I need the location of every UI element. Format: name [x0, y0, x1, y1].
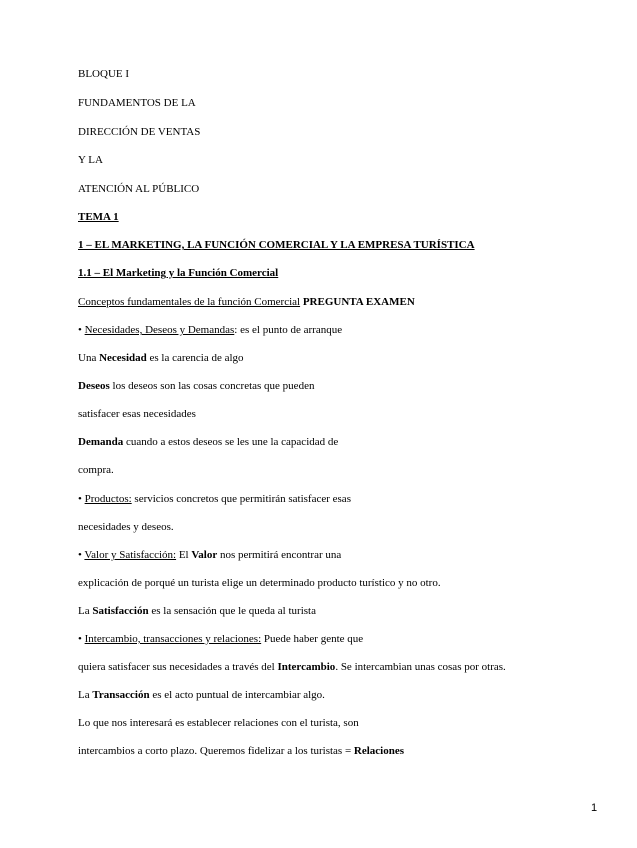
exam-tag: PREGUNTA EXAMEN	[300, 296, 415, 308]
term: Deseos	[78, 380, 110, 392]
item-label: Necesidades, Deseos y Demandas	[84, 324, 235, 336]
title-line-5: ATENCIÓN AL PÚBLICO	[78, 183, 200, 195]
deseos-cont: satisfacer esas necesidades	[78, 408, 196, 420]
bullet-item-needs	[78, 324, 342, 337]
term: Demanda	[78, 436, 124, 448]
products-cont: necesidades y deseos.	[78, 521, 174, 533]
title-line-4: Y LA	[78, 154, 103, 166]
title-line-1: BLOQUE I	[78, 68, 130, 80]
page-number: 1	[591, 802, 598, 814]
transaccion-line: La Transacción es el acto puntual de intercambiar algo.	[78, 689, 325, 701]
item-text: : es el punto de arranque	[234, 324, 343, 336]
value-cont: explicación de porqué un turista elige un determinado producto turístico y no otro.	[78, 577, 441, 589]
term: Intercambio	[277, 661, 336, 673]
bullet-item-products	[78, 493, 351, 506]
tema-heading: TEMA 1	[78, 211, 119, 223]
bullet-icon: •	[78, 549, 82, 561]
item-label: Intercambio, transacciones y relaciones:	[84, 633, 262, 645]
term: Necesidad	[99, 352, 147, 364]
item-label: Productos:	[84, 493, 132, 505]
deseos-line: Deseos los deseos son las cosas concretas que pueden	[78, 380, 315, 392]
demanda-cont: compra.	[78, 464, 114, 476]
term: Transacción	[92, 689, 150, 701]
bullet-item-exchange	[78, 633, 363, 646]
intercambio-line: quiera satisfacer sus necesidades a través del Intercambio. Se intercambian unas cosas por otras.	[78, 661, 506, 673]
necesidad-line: Una Necesidad es la carencia de algo	[78, 352, 244, 364]
bullet-icon: •	[78, 324, 82, 336]
bullet-icon: •	[78, 633, 82, 645]
term: Satisfacción	[92, 605, 149, 617]
demanda-line: Demanda cuando a estos deseos se les une la capacidad de	[78, 436, 339, 448]
subsection-heading: 1.1 – El Marketing y la Función Comercial	[78, 267, 279, 279]
term: Relaciones	[353, 745, 405, 757]
item-text: Puede haber gente que	[261, 633, 364, 645]
concepts-heading: Conceptos fundamentales de la función Comercial	[78, 296, 301, 308]
item-text: servicios concretos que permitirán satisfacer esas	[131, 493, 351, 505]
item-label: Valor y Satisfacción:	[84, 549, 177, 561]
term: Valor	[191, 549, 218, 561]
bullet-item-value: • Valor y Satisfacción: El Valor nos permitirá encontrar una	[78, 549, 342, 561]
title-line-2: FUNDAMENTOS DE LA	[78, 97, 196, 109]
concepts-line	[78, 296, 415, 309]
title-line-3: DIRECCIÓN DE VENTAS	[78, 126, 201, 138]
relaciones-line-2: intercambios a corto plazo. Queremos fidelizar a los turistas = Relaciones	[78, 745, 405, 757]
bullet-icon: •	[78, 493, 82, 505]
section-heading: 1 – EL MARKETING, LA FUNCIÓN COMERCIAL Y LA EMPRESA TURÍSTICA	[78, 239, 475, 251]
satisfaccion-line: La Satisfacción es la sensación que le queda al turista	[78, 605, 316, 617]
relaciones-line-1: Lo que nos interesará es establecer relaciones con el turista, son	[78, 717, 359, 729]
